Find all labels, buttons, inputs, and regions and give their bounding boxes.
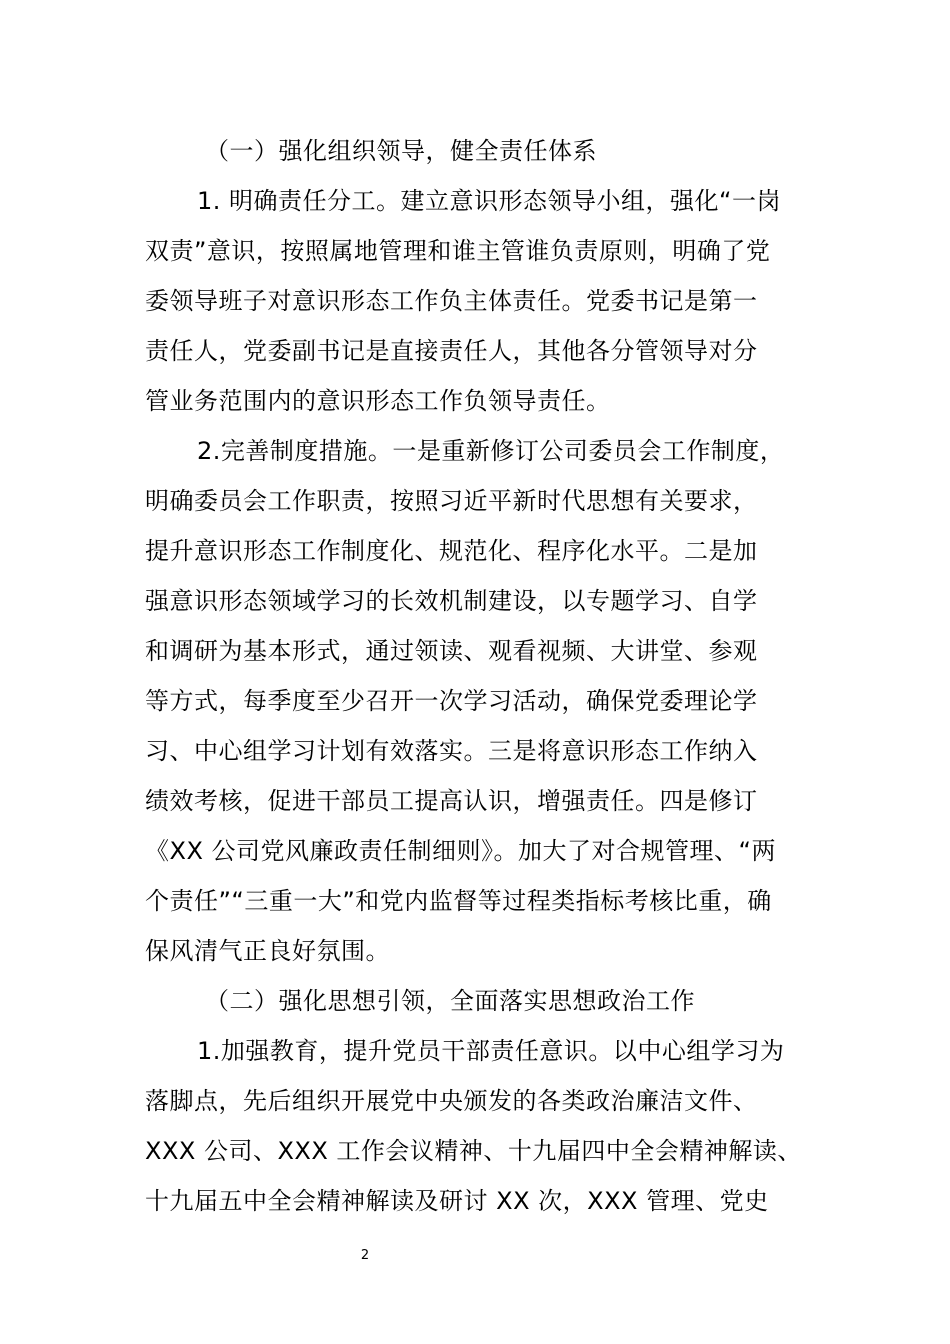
- section-heading-1: （一）强化组织领导，健全责任体系: [205, 137, 597, 165]
- paragraph-line: 习、中心组学习计划有效落实。三是将意识形态工作纳入: [145, 737, 758, 765]
- paragraph-line: 落脚点，先后组织开展党中央颁发的各类政治廉洁文件、: [145, 1087, 758, 1115]
- page-number: 2: [360, 1248, 370, 1263]
- paragraph-line: 绩效考核，促进干部员工提高认识，增强责任。四是修订: [145, 787, 758, 815]
- paragraph-line: 保风清气正良好氛围。: [145, 937, 390, 965]
- paragraph-line: 明确委员会工作职责，按照习近平新时代思想有关要求，: [145, 487, 758, 515]
- section-heading-2: （二）强化思想引领，全面落实思想政治工作: [205, 987, 695, 1015]
- paragraph-line: 十九届五中全会精神解读及研讨 XX 次，XXX 管理、党史: [145, 1187, 769, 1215]
- paragraph-line: 责任人，党委副书记是直接责任人，其他各分管领导对分: [145, 337, 758, 365]
- paragraph-line: 《XX 公司党风廉政责任制细则》。加大了对合规管理、“两: [145, 837, 776, 865]
- paragraph-line: 和调研为基本形式，通过领读、观看视频、大讲堂、参观: [145, 637, 758, 665]
- paragraph-line: 强意识形态领域学习的长效机制建设，以专题学习、自学: [145, 587, 758, 615]
- paragraph-line: 管业务范围内的意识形态工作负领导责任。: [145, 387, 611, 415]
- paragraph-line: 等方式，每季度至少召开一次学习活动，确保党委理论学: [145, 687, 758, 715]
- paragraph-line: 提升意识形态工作制度化、规范化、程序化水平。二是加: [145, 537, 758, 565]
- paragraph-line: 2.完善制度措施。一是重新修订公司委员会工作制度，: [197, 437, 785, 465]
- paragraph-line: 双责”意识，按照属地管理和谁主管谁负责原则，明确了党: [145, 237, 771, 265]
- paragraph-line: 个责任”“三重一大”和党内监督等过程类指标考核比重，确: [145, 887, 772, 915]
- paragraph-line: XXX 公司、XXX 工作会议精神、十九届四中全会精神解读、: [145, 1137, 802, 1165]
- paragraph-line: 1.加强教育，提升党员干部责任意识。以中心组学习为: [197, 1037, 785, 1065]
- paragraph-line: 1. 明确责任分工。建立意识形态领导小组，强化“一岗: [197, 187, 781, 215]
- paragraph-line: 委领导班子对意识形态工作负主体责任。党委书记是第一: [145, 287, 758, 315]
